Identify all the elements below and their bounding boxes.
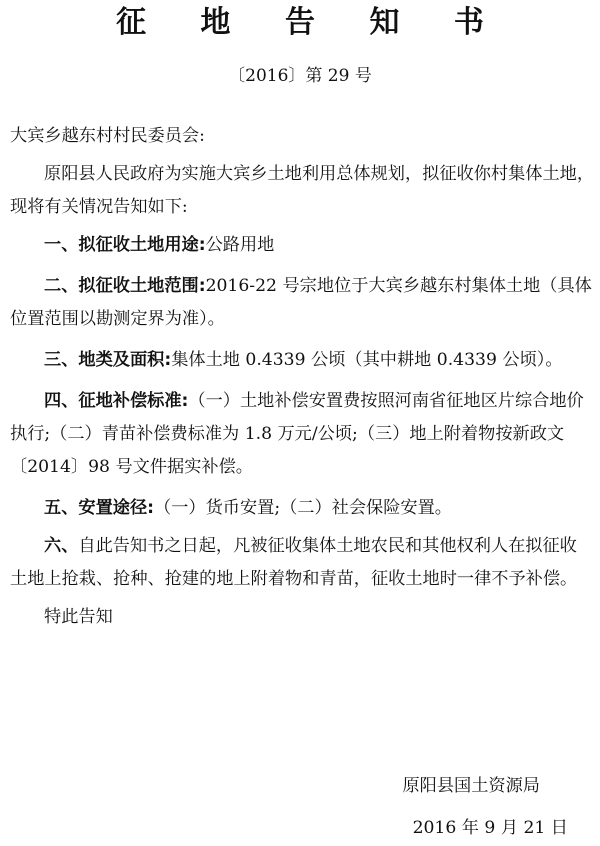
item-usage (10, 229, 594, 262)
intro-paragraph: 原阳县人民政府为实施大宾乡土地利用总体规划，拟征收你村集体土地，现将有关情况告知如下: (10, 164, 595, 217)
item-resettlement (10, 492, 594, 525)
closing-line: 特此告知 (44, 607, 113, 627)
item-lead: 三、地类及面积: (44, 350, 172, 370)
addressee: 大宾乡越东村村民委员会: (10, 126, 205, 146)
item-lead: 一、拟征收土地用途: (44, 235, 206, 255)
item-lead: 二、拟征收土地范围: (44, 276, 206, 296)
issue-date: 2016 年 9 月 21 日 (412, 818, 568, 838)
item-text: 2016-22 号宗地位于大宾乡越东村集体土地（具体位置范围以勘测定界为准）。 (10, 276, 592, 329)
document-body (10, 120, 594, 634)
item-lead: 五、安置途径: (44, 498, 154, 518)
item-text: 集体土地 0.4339 公顷（其中耕地 0.4339 公顷）。 (171, 350, 563, 370)
item-text: （一）土地补偿安置费按照河南省征地区片综合地价执行;（二）青苗补偿费标准为 1.8 万元/公顷;（三）地上附着物按新政文〔2014〕98 号文件据实补偿。 (10, 391, 584, 477)
item-text: 公路用地 (205, 235, 275, 255)
item-notice-effect (10, 530, 594, 596)
item-lead: 四、征地补偿标准: (44, 391, 189, 411)
item-lead: 六、 (44, 536, 79, 556)
issuer-name: 原阳县国土资源局 (402, 776, 540, 796)
item-text: （一）货币安置;（二）社会保险安置。 (154, 498, 452, 518)
document-number: 〔2016〕第 29 号 (228, 66, 372, 86)
item-scope (10, 270, 594, 336)
item-compensation (10, 385, 594, 484)
document-title: 征 地 告 知 书 (116, 5, 506, 40)
item-land-type-area (10, 344, 594, 377)
item-text: 自此告知书之日起，凡被征收集体土地农民和其他权利人在拟征收土地上抢栽、抢种、抢建的地上附着物和青苗，征收土地时一律不予补偿。 (10, 536, 578, 589)
